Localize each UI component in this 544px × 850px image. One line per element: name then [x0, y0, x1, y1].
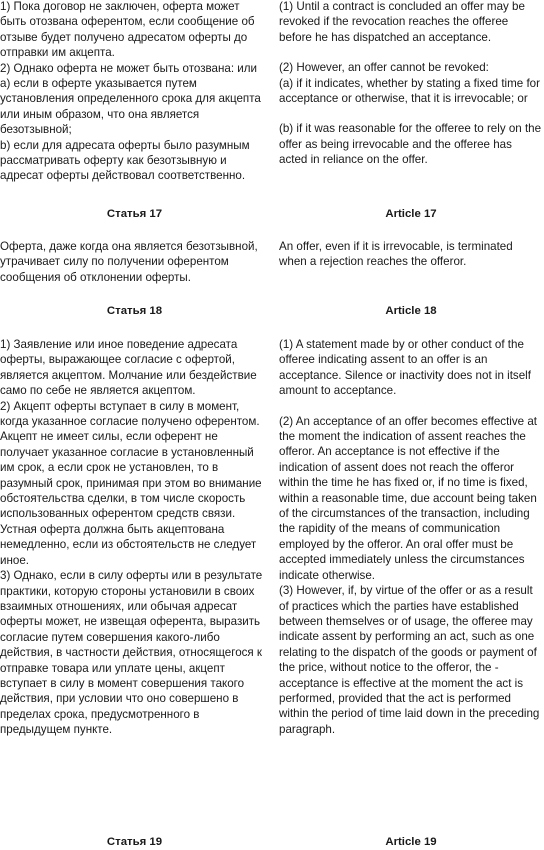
article-16-tail-en — [279, 0, 543, 168]
article-18-heading-en: Article 18 — [385, 305, 437, 317]
article-18-text-en — [279, 337, 543, 737]
paragraph: (1) A statement made by or other conduct of the offeree indicating assent to an offer is an acceptance. Silence or inactivity does not in itself amount to acceptance. — [279, 338, 531, 398]
paragraph: (2) However, an offer cannot be revoked: — [279, 61, 489, 75]
article-17-text-en: An offer, even if it is irrevocable, is terminated when a rejection reaches the offeror. — [279, 240, 513, 269]
paragraph: 2) Однако оферта не может быть отозвана: или — [0, 61, 258, 75]
paragraph: b) если для адресата оферты было разумным рассматривать оферту как безотзывную и адресат оферты действовал соответственно. — [0, 138, 250, 183]
article-17-heading-en: Article 17 — [385, 208, 437, 220]
paragraph: (b) if it was reasonable for the offeree to rely on the offer as being irrevocable and the offeree has acted in reliance on the offer. — [279, 122, 542, 167]
paragraph: (3) However, if, by virtue of the offer or as a result of practices which the parties have established between themselves or of usage, the offeree may indicate assent by performing an act, such as one relating to the dispatch of the goods or payment of the price, without notice to the offeror, the - acceptance is effective at the moment the act is performed, provided that the act is performed within the period of time laid down in the preceding paragraph. — [279, 584, 540, 736]
paragraph: (a) if it indicates, whether by stating a fixed time for acceptance or otherwise, that it is irrevocable; or — [279, 76, 540, 106]
article-16-tail-ru — [0, 0, 269, 184]
article-17-heading-ru: Статья 17 — [106, 208, 163, 220]
paragraph: a) если в оферте указывается путем установления определенного срока для акцепта или иным образом, что она является безотзывной; — [0, 77, 261, 137]
paragraph: 1) Пока договор не заключен, оферта может быть отозвана оферентом, если сообщение об отзыве будет получено адресатом оферты до отправки им акцепта. — [0, 0, 255, 60]
paragraph: 2) Акцепт оферты вступает в силу в момент, когда указанное согласие получено оферентом. Акцепт не имеет силы, если оферент не получает указанное согласие в установленный им срок, а если срок не установлен, то в разумный срок, принимая при этом во внимание обстоятельства сделки, в том числе скорость использованных оферентом средств связи. Устная оферта должна быть акцептована немедленно, если из обстоятельств не следует иное. — [0, 399, 262, 567]
paragraph: (2) An acceptance of an offer becomes effective at the moment the indication of assent reaches the offeror. An acceptance is not effective if the indication of assent does not reach the offeror within the time he has fixed or, if no time is fixed, within a reasonable time, due account being taken of the circumstances of the transaction, including the rapidity of the means of communication employed by the offeror. An oral offer must be accepted immediately unless the circumstances indicate otherwise. — [279, 414, 538, 582]
paragraph: 3) Однако, если в силу оферты или в результате практики, которую стороны установили в своих взаимных отношениях, или обычая адресат оферты может, не извещая оферента, выразить согласие путем совершения какого-либо действия, в частности действия, относящегося к отправке товара или уплате цены, акцепт вступает в силу в момент совершения такого действия, при условии что оно совершено в пределах срока, предусмотренного в предыдущем пункте. — [0, 569, 263, 737]
article-18-text-ru — [0, 337, 269, 738]
paragraph: 1) Заявление или иное поведение адресата оферты, выражающее согласие с офертой, является акцептом. Молчание или бездействие само по себе не является акцептом. — [0, 338, 257, 398]
article-17-text-ru: Оферта, даже когда она является безотзывной, утрачивает силу по получении оферентом сообщения об отклонении оферты. — [0, 240, 258, 284]
article-18-heading-ru: Статья 18 — [106, 305, 163, 317]
article-19-heading-ru: Статья 19 — [106, 836, 163, 848]
paragraph: (1) Until a contract is concluded an offer may be revoked if the revocation reaches the offeree before he has dispatched an acceptance. — [279, 0, 525, 44]
article-19-heading-en: Article 19 — [385, 836, 437, 848]
